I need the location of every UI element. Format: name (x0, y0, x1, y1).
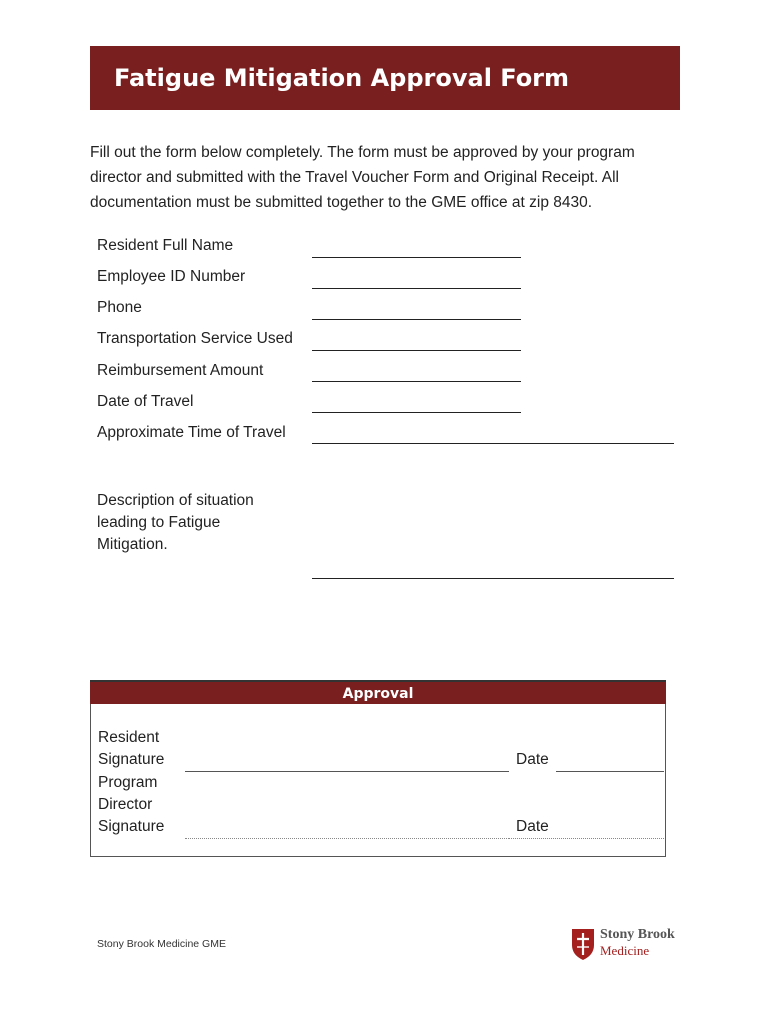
time-of-travel-label: Approximate Time of Travel (97, 424, 286, 441)
transportation-label: Transportation Service Used (97, 330, 293, 347)
footer-org-name: Stony Brook Medicine GME (97, 938, 226, 950)
description-label-line: Mitigation. (97, 536, 168, 553)
instructions-line: director and submitted with the Travel Voucher Form and Original Receipt. All (90, 169, 619, 186)
shield-icon (570, 927, 596, 961)
logo-text-line2: Medicine (600, 943, 650, 958)
director-date-field[interactable] (509, 838, 664, 839)
instructions-line: Fill out the form below completely. The form must be approved by your program (90, 144, 635, 161)
reimbursement-label: Reimbursement Amount (97, 362, 264, 379)
resident-signature-field[interactable] (185, 771, 509, 772)
form-title: Fatigue Mitigation Approval Form (114, 64, 570, 92)
director-signature-field[interactable] (185, 838, 509, 839)
reimbursement-field[interactable] (312, 381, 521, 382)
description-label (97, 490, 254, 556)
stony-brook-logo (570, 925, 675, 965)
resident-signature-label: Signature (98, 751, 165, 769)
approval-section (90, 680, 666, 857)
director-date-label: Date (516, 818, 549, 835)
phone-field[interactable] (312, 319, 521, 320)
approval-header (90, 680, 666, 704)
director-signature-label: Director (98, 795, 153, 813)
director-signature-label: Signature (98, 818, 165, 836)
logo-text-line1: Stony Brook (600, 927, 675, 942)
signature-labels (98, 727, 164, 838)
transportation-field[interactable] (312, 350, 521, 351)
description-label-line: Description of situation (97, 492, 254, 509)
resident-name-field[interactable] (312, 257, 521, 258)
phone-label: Phone (97, 299, 142, 316)
employee-id-label: Employee ID Number (97, 268, 246, 285)
instructions-line: documentation must be submitted together to the GME office at zip 8430. (90, 194, 593, 211)
employee-id-field[interactable] (312, 288, 521, 289)
director-signature-label: Program (98, 773, 158, 791)
resident-date-field[interactable] (556, 771, 664, 772)
resident-name-label: Resident Full Name (97, 237, 234, 254)
resident-date-label: Date (516, 751, 549, 768)
date-of-travel-field[interactable] (312, 412, 521, 413)
instructions-paragraph (90, 140, 690, 215)
date-of-travel-label: Date of Travel (97, 393, 194, 410)
approval-title: Approval (342, 686, 414, 702)
time-of-travel-field[interactable] (312, 443, 674, 444)
description-label-line: leading to Fatigue (97, 514, 221, 531)
resident-signature-label: Resident (98, 729, 160, 746)
form-title-banner (90, 46, 680, 110)
description-field[interactable] (312, 578, 674, 579)
